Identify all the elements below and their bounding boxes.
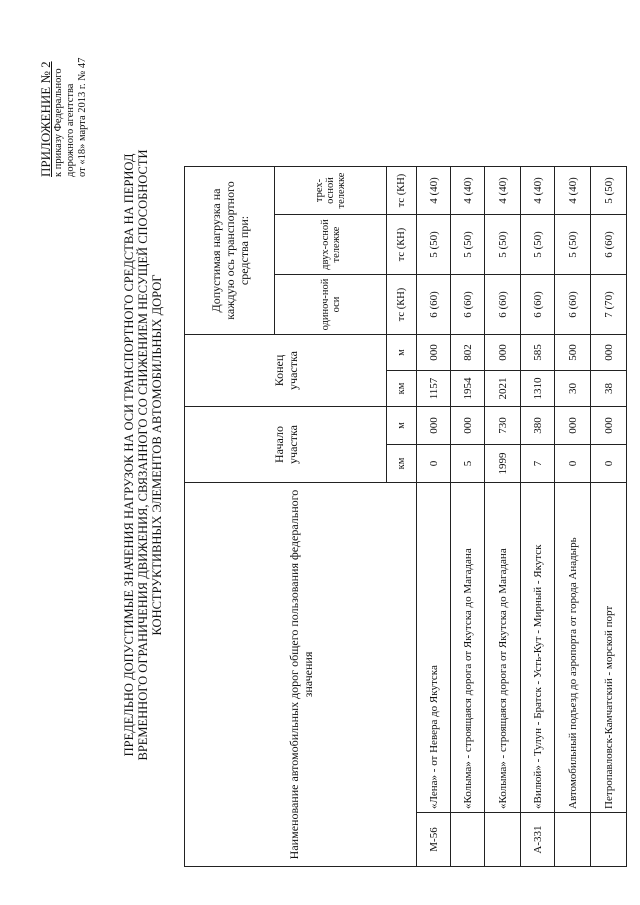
title-line: КОНСТРУКТИВНЫХ ЭЛЕМЕНТОВ АВТОМОБИЛЬНЫХ ДОРОГ: [150, 274, 164, 636]
single-axle-load: 6 (60): [555, 275, 591, 335]
start-m: 000: [555, 407, 591, 445]
load-header: Допустимая нагрузка на каждую ось транспортного средства при:: [185, 167, 275, 335]
road-name: Автомобильный подъезд до аэропорта от города Анадырь: [555, 483, 591, 813]
start-header: Начало участка: [185, 407, 387, 483]
unit-header: тс (КН): [387, 275, 417, 335]
title-line: ВРЕМЕННОГО ОГРАНИЧЕНИЯ ДВИЖЕНИЯ, СВЯЗАННОГО СО СНИЖЕНИЕМ НЕСУЩЕЙ СПОСОБНОСТИ: [136, 149, 150, 761]
road-code: [451, 813, 485, 867]
end-km: 30: [555, 371, 591, 407]
table-row: [485, 167, 521, 867]
end-header: Конец участка: [185, 335, 387, 407]
table-row: [451, 167, 485, 867]
appendix-block: [38, 7, 89, 177]
start-m: 380: [521, 407, 555, 445]
road-name: «Колыма» - строящаяся дорога от Якутска до Магадана: [485, 483, 521, 813]
road-name: «Лена» - от Невера до Якутска: [417, 483, 451, 813]
end-km: 2021: [485, 371, 521, 407]
start-m: 730: [485, 407, 521, 445]
end-m: 000: [591, 335, 627, 371]
end-km: 1310: [521, 371, 555, 407]
road-name-header: Наименование автомобильных дорог общего пользования федерального значения: [185, 483, 417, 867]
single-axle-header: одиноч-ной оси: [275, 275, 387, 335]
double-bogie-load: 5 (50): [417, 215, 451, 275]
unit-header: тс (КН): [387, 167, 417, 215]
double-bogie-load: 5 (50): [451, 215, 485, 275]
start-km: 0: [555, 445, 591, 483]
title-line: ПРЕДЕЛЬНО ДОПУСТИМЫЕ ЗНАЧЕНИЯ НАГРУЗОК НА ОСИ ТРАНСПОРТНОГО СРЕДСТВА НА ПЕРИОД: [122, 153, 136, 757]
triple-bogie-load: 4 (40): [417, 167, 451, 215]
triple-bogie-header: трех-осной тележке: [275, 167, 387, 215]
road-name: «Колыма» - строящаяся дорога от Якутска до Магадана: [451, 483, 485, 813]
road-code: М-56: [417, 813, 451, 867]
start-km: 7: [521, 445, 555, 483]
appendix-line: к приказу Федерального: [53, 68, 64, 177]
start-m: 000: [591, 407, 627, 445]
double-bogie-load: 6 (60): [591, 215, 627, 275]
start-km: 0: [591, 445, 627, 483]
end-m: 585: [521, 335, 555, 371]
end-m: 500: [555, 335, 591, 371]
road-code: [591, 813, 627, 867]
end-m-header: м: [387, 335, 417, 371]
table-row: [417, 167, 451, 867]
triple-bogie-load: 4 (40): [521, 167, 555, 215]
start-km: 1999: [485, 445, 521, 483]
double-bogie-load: 5 (50): [555, 215, 591, 275]
triple-bogie-load: 4 (40): [485, 167, 521, 215]
end-km: 1157: [417, 371, 451, 407]
end-m: 000: [417, 335, 451, 371]
unit-header: тс (КН): [387, 215, 417, 275]
start-km: 0: [417, 445, 451, 483]
start-km-header: км: [387, 445, 417, 483]
end-m: 802: [451, 335, 485, 371]
triple-bogie-load: 4 (40): [555, 167, 591, 215]
start-m-header: м: [387, 407, 417, 445]
road-name: «Вилюй» - Тулун - Братск - Усть-Кут - Мирный - Якутск: [521, 483, 555, 813]
double-bogie-load: 5 (50): [521, 215, 555, 275]
appendix-line: от «18» марта 2013 г. № 47: [77, 57, 88, 177]
start-m: 000: [451, 407, 485, 445]
end-km: 38: [591, 371, 627, 407]
road-code: А-331: [521, 813, 555, 867]
single-axle-load: 6 (60): [451, 275, 485, 335]
table-row: [555, 167, 591, 867]
triple-bogie-load: 5 (50): [591, 167, 627, 215]
double-bogie-load: 5 (50): [485, 215, 521, 275]
end-km: 1954: [451, 371, 485, 407]
single-axle-load: 6 (60): [521, 275, 555, 335]
load-limits-table: [184, 166, 627, 867]
end-m: 000: [485, 335, 521, 371]
appendix-heading: ПРИЛОЖЕНИЕ № 2: [38, 61, 53, 177]
road-code: [485, 813, 521, 867]
road-code: [555, 813, 591, 867]
double-bogie-header: двух-осной тележке: [275, 215, 387, 275]
single-axle-load: 6 (60): [485, 275, 521, 335]
start-m: 000: [417, 407, 451, 445]
triple-bogie-load: 4 (40): [451, 167, 485, 215]
single-axle-load: 6 (60): [417, 275, 451, 335]
appendix-line: дорожного агентства: [65, 83, 76, 177]
table-row: [521, 167, 555, 867]
single-axle-load: 7 (70): [591, 275, 627, 335]
document-title: [122, 45, 164, 865]
table-row: [591, 167, 627, 867]
start-km: 5: [451, 445, 485, 483]
end-km-header: км: [387, 371, 417, 407]
road-name: Петропавловск-Камчатский - морской порт: [591, 483, 627, 813]
